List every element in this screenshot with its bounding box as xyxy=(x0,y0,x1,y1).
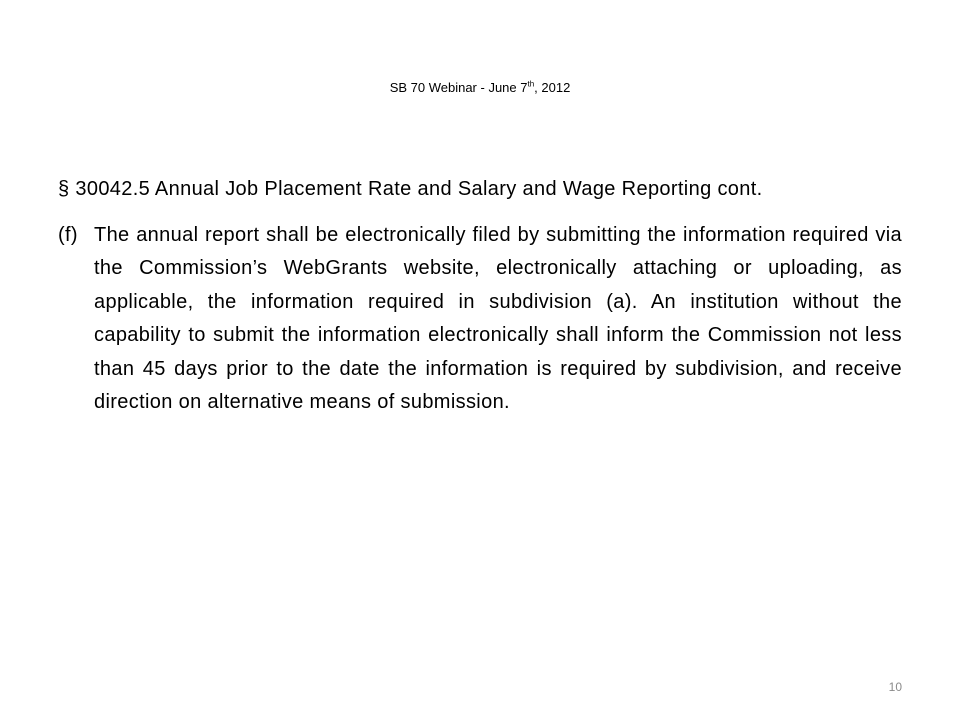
section-heading: § 30042.5 Annual Job Placement Rate and Salary and Wage Reporting cont. xyxy=(58,178,763,200)
header-title-superscript: th xyxy=(527,79,535,89)
subsection-text: The annual report shall be electronically filed by submitting the information required via the Commission’s WebGrants website, electronically attaching or uploading, as applicable, the information required in subdivision (a). An institution without the capability to submit the information electronically shall inform the Commission not less than 45 days prior to the date the information is required by subdivision, and receive direction on alternative means of submission. xyxy=(94,223,902,413)
header-title-date-suffix: , 2012 xyxy=(534,80,571,95)
slide-content xyxy=(58,173,902,420)
page-header xyxy=(0,79,960,97)
page-number: 10 xyxy=(888,680,902,694)
header-title: SB 70 Webinar - June 7 xyxy=(389,80,528,95)
subsection-f xyxy=(58,219,902,420)
subsection-label: (f) xyxy=(58,223,78,246)
